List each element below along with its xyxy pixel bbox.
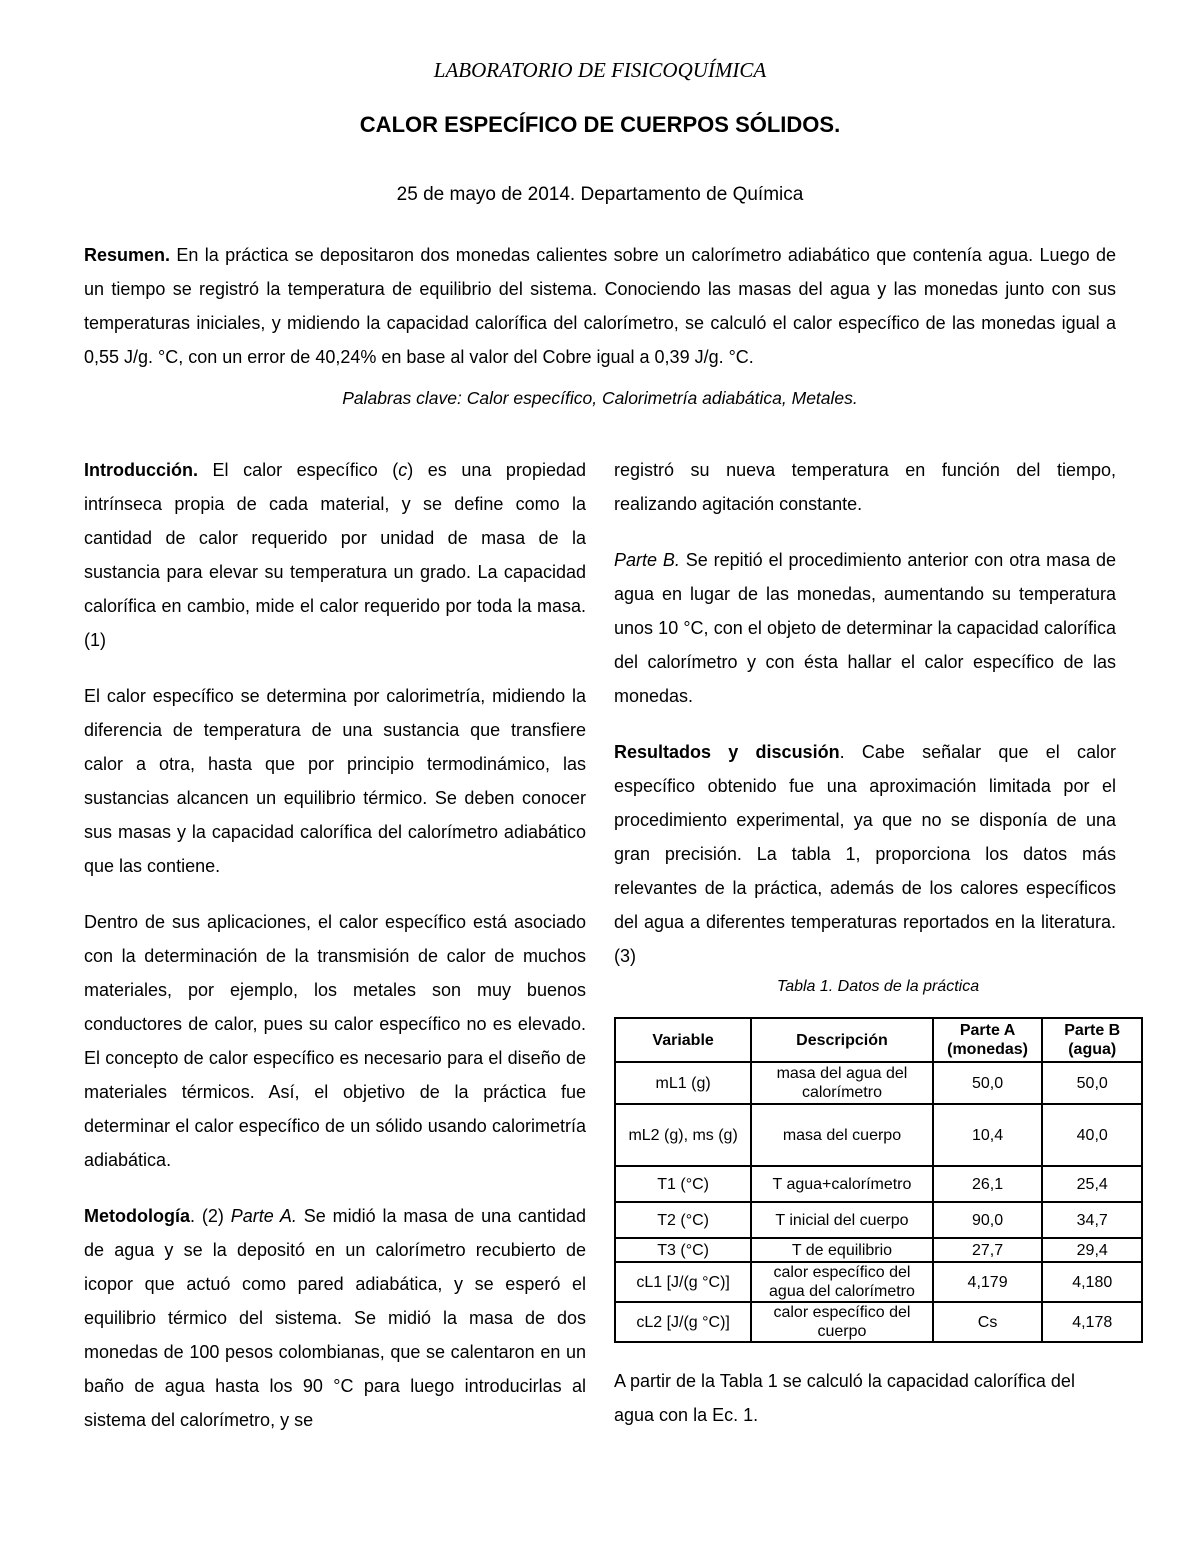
table-row xyxy=(615,1302,1142,1342)
part-a-label: Parte A. xyxy=(230,1206,297,1226)
paper-title: CALOR ESPECÍFICO DE CUERPOS SÓLIDOS. xyxy=(359,112,841,137)
table-cell: T agua+calorímetro xyxy=(751,1166,932,1202)
table-cell: 34,7 xyxy=(1042,1202,1142,1238)
table-header: Parte B (agua) xyxy=(1042,1018,1142,1062)
table-cell: calor específico del cuerpo xyxy=(751,1302,932,1342)
table-cell: masa del agua del calorímetro xyxy=(751,1062,932,1104)
abstract-label: Resumen. xyxy=(84,245,171,265)
lab-title: LABORATORIO DE FISICOQUÍMICA xyxy=(433,58,767,82)
abstract-text: En la práctica se depositaron dos monedas calientes sobre un calorímetro adiabático que contenía agua. Luego de un tiempo se registró la temperatura de equilibrio del sistema. Conociendo las masas del agua y las monedas junto con sus temperaturas iniciales, y midiendo la capacidad calorífica del calorímetro, se calculó el calor específico de las monedas igual a 0,55 J/g. °C, con un error de 40,24% en base al valor del Cobre igual a 0,39 J/g. °C. xyxy=(84,245,1116,367)
data-table xyxy=(614,1017,1143,1343)
table-cell: Cs xyxy=(933,1302,1043,1342)
table-caption: Tabla 1. Datos de la práctica xyxy=(776,978,980,995)
table-row xyxy=(615,1262,1142,1302)
intro-label: Introducción. xyxy=(84,460,198,480)
table-header: Variable xyxy=(615,1018,751,1062)
intro-text-b: ) es una propiedad intrínseca propia de cada material, y se define como la cantidad de calor requerido por unidad de masa de la sustancia para elevar su temperatura un grado. La capacidad calorífica en cambio, mide el calor requerido por toda la masa. (1) xyxy=(84,460,586,650)
results-text: . Cabe señalar que el calor específico obtenido fue una aproximación limitada por el procedimiento experimental, ya que no se disponía de una gran precisión. La tabla 1, proporciona los datos más relevantes de la práctica, además de los calores específicos del agua a diferentes temperaturas reportados en la literatura. (3) xyxy=(614,742,1116,966)
table-cell: T de equilibrio xyxy=(751,1238,932,1262)
date-department: 25 de mayo de 2014. Departamento de Química xyxy=(396,184,804,205)
table-cell: 4,180 xyxy=(1042,1262,1142,1302)
table-row xyxy=(615,1202,1142,1238)
intro-text-a: El calor específico ( xyxy=(198,460,399,480)
method-continued: registró su nueva temperatura en función del tiempo, realizando agitación constante. xyxy=(614,460,1116,514)
table-header: Parte A (monedas) xyxy=(933,1018,1043,1062)
method-label: Metodología xyxy=(84,1206,190,1226)
results-paragraph xyxy=(614,735,1116,973)
table-cell: mL1 (g) xyxy=(615,1062,751,1104)
table-cell: T3 (°C) xyxy=(615,1238,751,1262)
keywords: Palabras clave: Calor específico, Calorimetría adiabática, Metales. xyxy=(342,388,858,408)
table-cell: cL2 [J/(g °C)] xyxy=(615,1302,751,1342)
table-cell: 4,178 xyxy=(1042,1302,1142,1342)
table-cell: 10,4 xyxy=(933,1104,1043,1166)
table-cell: calor específico del agua del calorímetro xyxy=(751,1262,932,1302)
intro-paragraph-2: El calor específico se determina por calorimetría, midiendo la diferencia de temperatura de una sustancia que transfiere calor a otra, hasta que por principio termodinámico, las sustancias alcancen un equilibrio térmico. Se deben conocer sus masas y la capacidad calorífica del calorímetro adiabático que las contiene. xyxy=(84,686,586,876)
table-row xyxy=(615,1166,1142,1202)
table-cell: 26,1 xyxy=(933,1166,1043,1202)
table-row xyxy=(615,1104,1142,1166)
method-paragraph-b xyxy=(614,543,1116,713)
table-cell: 50,0 xyxy=(933,1062,1043,1104)
table-cell: cL1 [J/(g °C)] xyxy=(615,1262,751,1302)
table-header: Descripción xyxy=(751,1018,932,1062)
abstract xyxy=(84,238,1116,374)
table-cell: 29,4 xyxy=(1042,1238,1142,1262)
intro-paragraph-1 xyxy=(84,453,586,657)
table-cell: T inicial del cuerpo xyxy=(751,1202,932,1238)
table-cell: 25,4 xyxy=(1042,1166,1142,1202)
table-header-row xyxy=(615,1018,1142,1062)
table-row xyxy=(615,1062,1142,1104)
part-b-label: Parte B. xyxy=(614,550,680,570)
table-cell: 27,7 xyxy=(933,1238,1043,1262)
table-cell: T1 (°C) xyxy=(615,1166,751,1202)
table-cell: T2 (°C) xyxy=(615,1202,751,1238)
table-cell: masa del cuerpo xyxy=(751,1104,932,1166)
table-cell: 90,0 xyxy=(933,1202,1043,1238)
left-column xyxy=(84,453,586,1459)
results-label: Resultados y discusión xyxy=(614,742,840,762)
method-paragraph-a xyxy=(84,1199,586,1437)
table-cell: 4,179 xyxy=(933,1262,1043,1302)
table-cell: 50,0 xyxy=(1042,1062,1142,1104)
table-cell: mL2 (g), ms (g) xyxy=(615,1104,751,1166)
method-text-b: Se repitió el procedimiento anterior con otra masa de agua en lugar de las monedas, aumentando su temperatura unos 10 °C, con el objeto de determinar la capacidad calorífica del calorímetro y con ésta hallar el calor específico de las monedas. xyxy=(614,550,1116,706)
right-column xyxy=(614,453,1116,995)
method-text-a: Se midió la masa de una cantidad de agua y se la depositó en un calorímetro recubierto de icopor que actuó como pared adiabática, y se esperó el equilibrio térmico del sistema. Se midió la masa de dos monedas de 100 pesos colombianas, que se calentaron en un baño de agua hasta los 90 °C para luego introducirlas al sistema del calorímetro, y se xyxy=(84,1206,586,1430)
method-ref: . (2) xyxy=(190,1206,231,1226)
intro-paragraph-3: Dentro de sus aplicaciones, el calor específico está asociado con la determinación de la transmisión de calor de muchos materiales, por ejemplo, los metales son muy buenos conductores de calor, pues su calor específico no es elevado. El concepto de calor específico es necesario para el diseño de materiales térmicos. Así, el objetivo de la práctica fue determinar el calor específico de un sólido usando calorimetría adiabática. xyxy=(84,912,586,1170)
intro-symbol-c: c xyxy=(398,460,408,480)
table-row xyxy=(615,1238,1142,1262)
results-after-table: A partir de la Tabla 1 se calculó la capacidad calorífica del agua con la Ec. 1. xyxy=(614,1371,1075,1425)
table-cell: 40,0 xyxy=(1042,1104,1142,1166)
